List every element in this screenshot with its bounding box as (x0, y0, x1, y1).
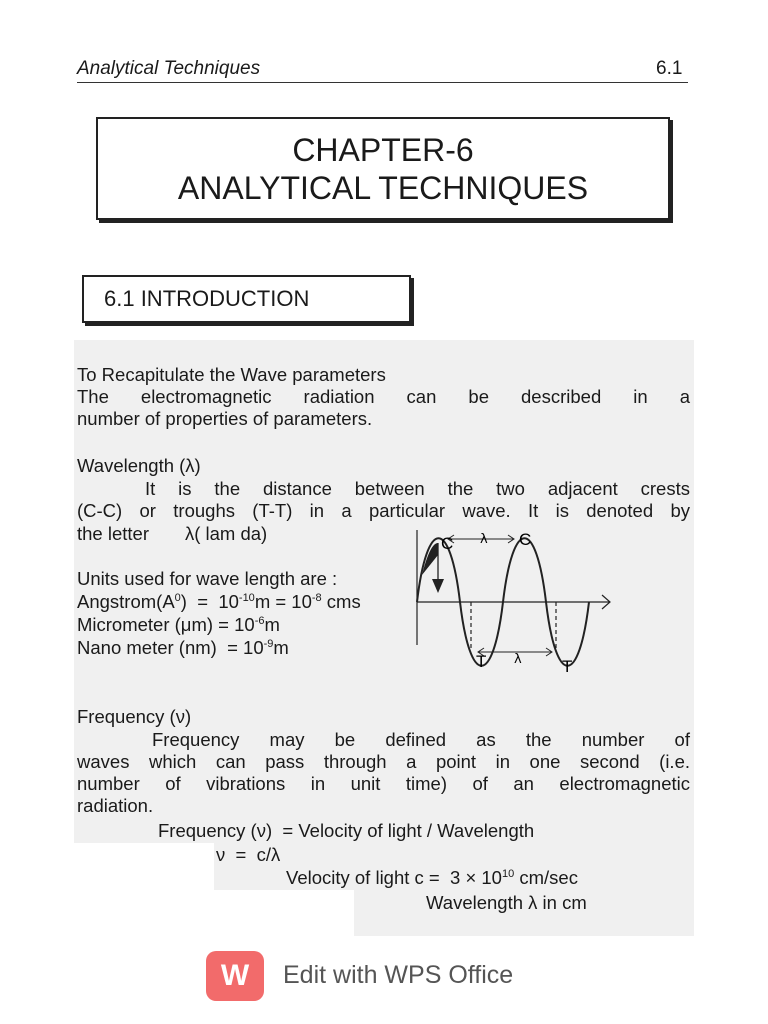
wavelength-unit-note: Wavelength λ in cm (426, 892, 587, 913)
crest-label: C (519, 530, 532, 549)
content-background-gap (74, 843, 214, 936)
lambda-label: λ (514, 652, 522, 667)
frequency-line: Frequency may be defined as the number of (152, 729, 690, 750)
recap-line: number of properties of parameters. (77, 408, 373, 429)
frequency-line: radiation. (77, 795, 154, 816)
lambda-label: λ (480, 532, 488, 547)
crest-label: C (441, 534, 454, 553)
velocity-formula: Velocity of light $c = 3 \times 10^{10}$ cm/sec (286, 867, 578, 888)
wave-diagram (400, 525, 620, 685)
frequency-formula: ν = c/λ (216, 844, 281, 865)
frequency-formula: Frequency (ν) = Velocity of light / Wavelength (158, 820, 535, 841)
header-divider (77, 82, 688, 83)
wps-logo-icon[interactable]: W (206, 951, 264, 1001)
section-title: 6.1 INTRODUCTION (104, 286, 310, 311)
edit-with-wps-link[interactable]: Edit with WPS Office (283, 961, 514, 989)
wavelength-line: (C-C) or troughs (T-T) in a particular wave. It is denoted by (77, 500, 690, 521)
chapter-number: CHAPTER-6 (292, 131, 474, 168)
trough-label: T (476, 652, 487, 671)
trough-label: T (562, 657, 573, 676)
unit-angstrom: $Angstrom(A^0) = 10^{-10}m = 10^{-8}$ cms (77, 591, 361, 612)
chapter-title: ANALYTICAL TECHNIQUES (177, 169, 589, 206)
page-number: 6.1 (656, 58, 683, 79)
chapter-title-box (96, 117, 670, 220)
frequency-line: waves which can pass through a point in one second (i.e. (77, 751, 690, 772)
unit-micrometer: Micrometer $(\mu m) = 10^{-6}m$ (77, 614, 280, 635)
frequency-line: number of vibrations in unit time) of an electromagnetic (77, 773, 690, 794)
section-title-box (82, 275, 411, 323)
wavelength-line: It is the distance between the two adjacent crests (145, 478, 690, 499)
wavelength-line: the letter λ( lam da) (77, 523, 268, 544)
running-header-title: Analytical Techniques (77, 58, 261, 79)
recap-heading: To Recapitulate the Wave parameters (77, 364, 386, 385)
amplitude-arrowhead (432, 579, 444, 593)
frequency-heading: Frequency (ν) (77, 706, 192, 727)
unit-nanometer: Nano meter $(nm) = 10^{-9}m$ (77, 637, 289, 658)
recap-line: The electromagnetic radiation can be described in a (77, 386, 690, 407)
content-background-gap (214, 890, 354, 936)
wavelength-heading: Wavelength (λ) (77, 455, 201, 476)
units-intro: Units used for wave length are : (77, 568, 338, 589)
